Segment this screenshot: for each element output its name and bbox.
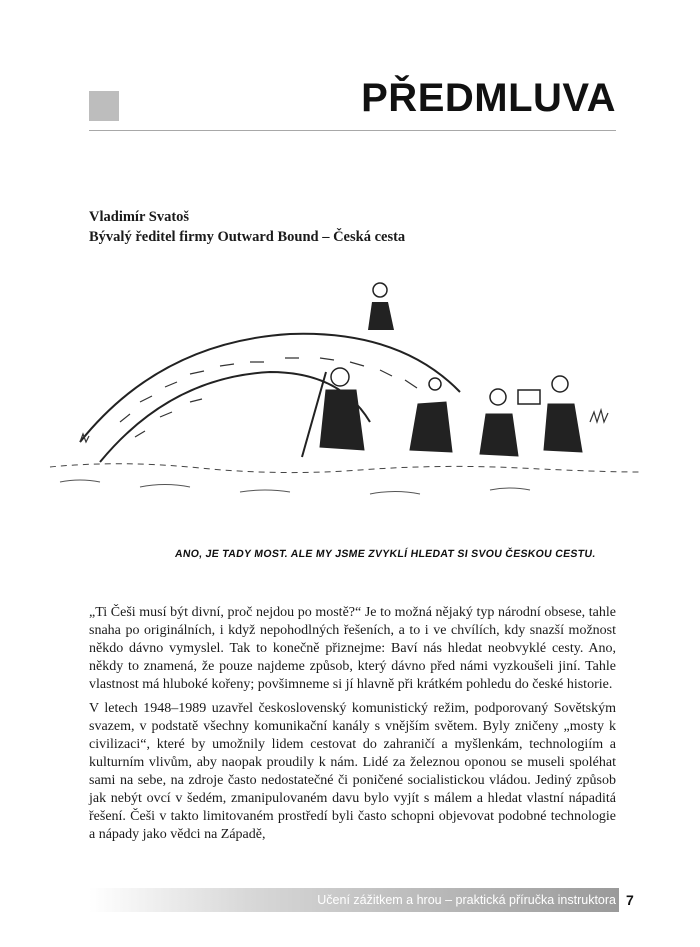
cartoon-caption: ANO, JE TADY MOST. ALE MY JSME ZVYKLÍ HLEDAT SI SVOU ČESKOU CESTU. (174, 548, 597, 560)
wading-people (302, 368, 582, 457)
bridge-cartoon-illustration (40, 272, 640, 572)
river-water (50, 464, 640, 473)
figure-on-bridge-head (373, 283, 387, 297)
title-divider (89, 130, 616, 131)
paragraph: „Ti Češi musí být divní, proč nejdou po mostě?“ Je to možná nějaký typ národní obsese, tahle snaha po originálních, i když nepohodlných řešeních, a to i ve chvílích, kdy snazší možnost někdo dávno vymyslel. Tak to konečně přiznejme: Baví nás hledat neobvyklé cesty. Ano, někdy to znamená, že pouze najdeme způsob, který dávno před námi vyzkoušeli jiní. Tahle vlastnost má hluboké kořeny; povšimneme si jí hlavně při krátkém pohledu do české historie. (89, 605, 616, 692)
body-text (89, 604, 616, 850)
page-title: PŘEDMLUVA (361, 76, 616, 120)
footer-book-title: Učení zážitkem a hrou – praktická příručka instruktora (317, 893, 616, 907)
paragraph: V letech 1948–1989 uzavřel československý komunistický režim, podporovaný Sovětským svazem, v podstatě všechny komunikační kanály s vnějším světem. Byly zničeny „mosty k civilizaci“, které by umožnily lidem cestovat do zahraničí a myšlenkám, technologiím a kulturním vlivům, aby naopak proudily k nám. Lidé za železnou oponou se museli spoléhat sami na sebe, na zdroje často nedostatečné či poničené socialistickou vládou. Jediný způsob jak nebýt ovcí v šedém, zmanipulovaném davu bylo vyjít s málem a hledat vlastní nápaditá řešení. Češi v takto limitovaném prostředí byli často schopni objevovat podobné technologie a nápady jako vědci na Západě, (89, 701, 616, 842)
author-name: Vladimír Svatoš (89, 209, 190, 225)
page-number: 7 (626, 892, 634, 908)
author-role: Bývalý ředitel firmy Outward Bound – Česká cesta (89, 229, 406, 245)
bridge-arch (80, 334, 460, 442)
author-block (89, 207, 405, 247)
figure-on-bridge-body (368, 302, 394, 330)
river-ripples (60, 480, 530, 494)
chapter-marker-square (89, 91, 119, 121)
